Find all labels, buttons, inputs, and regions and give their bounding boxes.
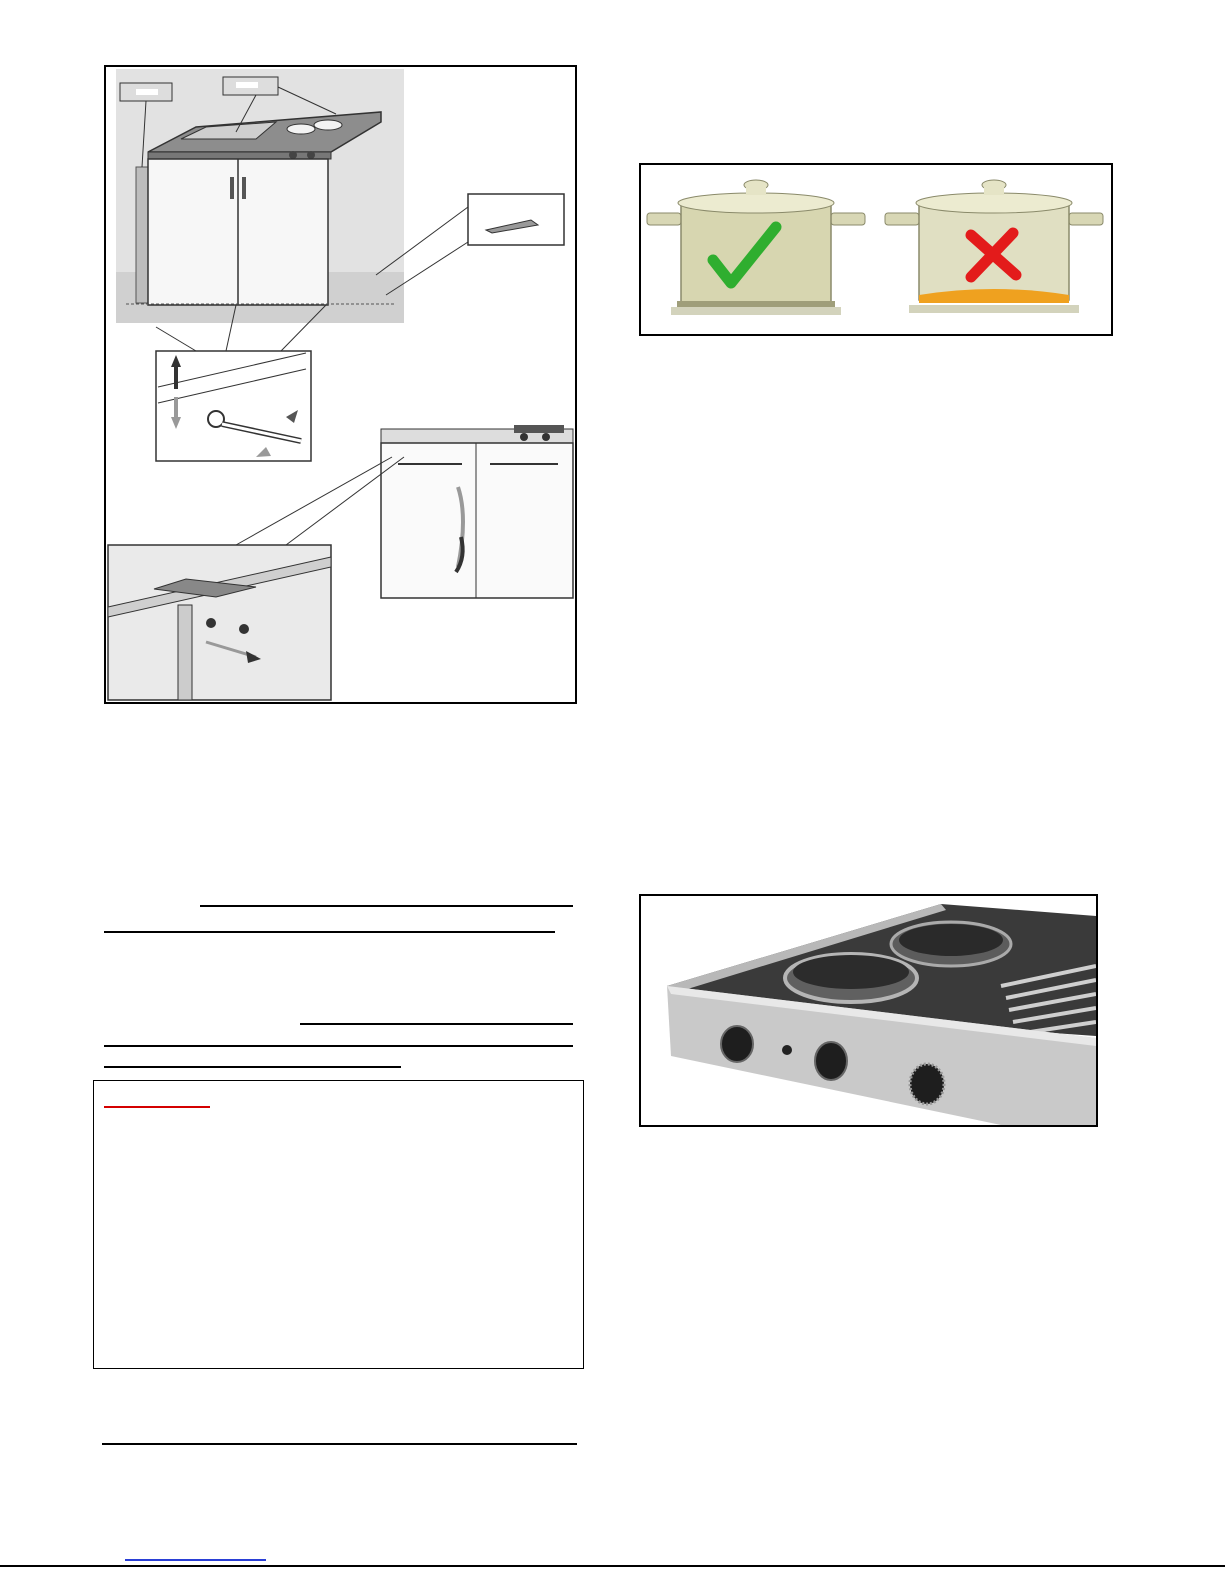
hotplate-control-panel-photo-icon — [641, 896, 1096, 1125]
footer-link-underline[interactable] — [125, 1559, 266, 1561]
correct-pot-checkmark-icon — [647, 180, 865, 315]
underline-3 — [300, 1023, 573, 1025]
underline-1 — [200, 905, 573, 907]
warning-box — [93, 1080, 584, 1369]
kitchenette-installation-diagram-icon — [106, 67, 575, 702]
underline-2 — [104, 931, 555, 933]
footer-rule — [0, 1565, 1225, 1567]
underline-4 — [104, 1045, 573, 1047]
wrong-pot-cross-icon — [885, 180, 1103, 313]
underline-6 — [102, 1443, 577, 1445]
underline-5 — [104, 1066, 401, 1068]
pots-figure — [639, 163, 1113, 336]
hob-figure — [639, 894, 1098, 1127]
installation-figure — [104, 65, 577, 704]
warning-heading-underline — [104, 1106, 210, 1108]
pot-comparison-illustration — [641, 165, 1111, 334]
